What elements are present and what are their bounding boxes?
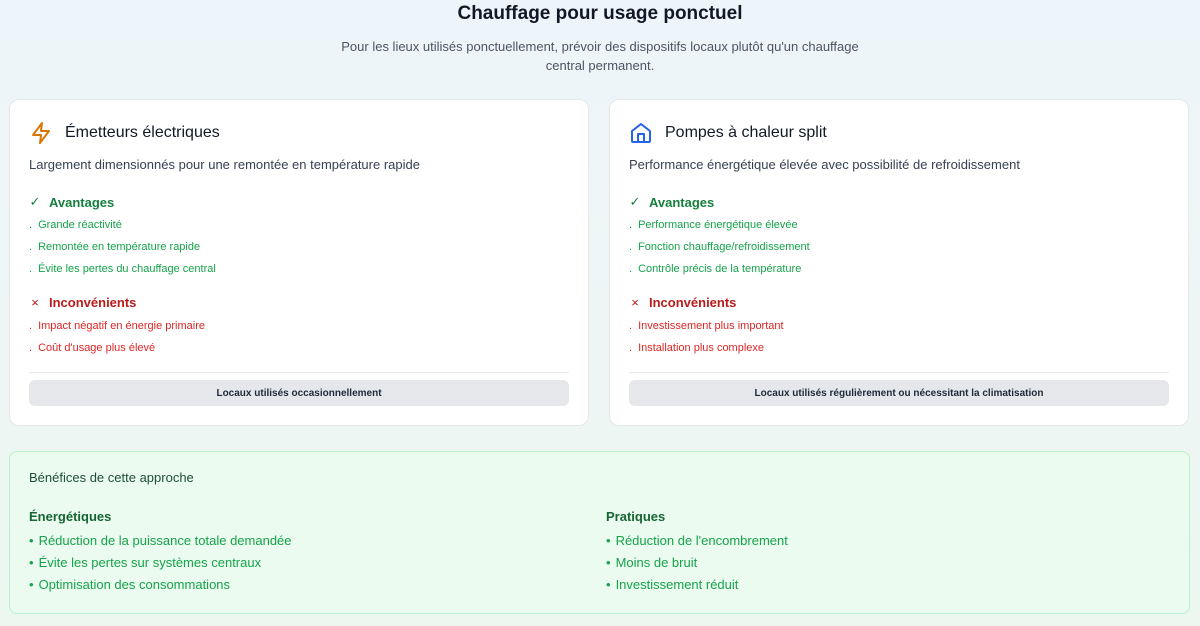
bullet-icon: . [629,219,633,231]
list-item: . Fonction chauffage/refroidissement [629,239,810,261]
bullet-icon: . [629,342,633,354]
list-item: . Remontée en température rapide [29,239,216,261]
check-icon: ✓ [29,194,41,209]
bullet-icon: . [29,263,33,275]
card-header [629,119,827,147]
list-item: • Réduction de l'encombrement [606,533,788,548]
page-title: Chauffage pour usage ponctuel [457,3,743,24]
list-item: • Réduction de la puissance totale demandée [29,533,292,548]
pros-heading [29,194,114,210]
card-description: Largement dimensionnés pour une remontée en température rapide [29,157,420,172]
pros-list [629,217,810,283]
cons-heading [629,295,736,310]
cons-list [29,318,205,362]
list-item: . Coût d'usage plus élevé [29,340,205,362]
card-title: Émetteurs électriques [65,124,220,141]
bullet-icon: • [29,533,34,548]
card-title: Pompes à chaleur split [665,124,827,141]
bullet-icon: • [29,555,34,570]
list-item: • Évite les pertes sur systèmes centraux [29,555,262,570]
house-icon [629,121,653,145]
list-item: • Optimisation des consommations [29,577,231,592]
list-item: . Performance énergétique élevée [629,217,810,239]
list-item: . Grande réactivité [29,217,216,239]
list-item: . Investissement plus important [629,318,784,340]
usage-button[interactable]: Locaux utilisés occasionnellement [29,380,569,406]
bullet-icon: . [629,241,633,253]
list-item: . Impact négatif en énergie primaire [29,318,205,340]
card-electric-emitters [9,99,589,426]
bullet-icon: • [29,577,34,592]
cross-icon: × [631,295,639,310]
pros-label: Avantages [649,194,715,210]
bullet-icon: • [606,555,611,570]
list-item: . Installation plus complexe [629,340,784,362]
card-split-heat-pumps [609,99,1189,426]
card-header [29,119,220,147]
benefits-energy [29,509,292,598]
benefits-panel [9,451,1190,614]
divider [29,372,569,373]
divider [629,372,1169,373]
benefits-title: Bénéfices de cette approche [29,470,194,485]
cons-list [629,318,784,362]
bullet-icon: • [606,577,611,592]
list-item: . Contrôle précis de la température [629,261,810,283]
list-item: • Investissement réduit [606,577,739,592]
page-subtitle: Pour les lieux utilisés ponctuellement, prévoir des dispositifs locaux plutôt qu'un chauffage central permanent. [341,39,859,73]
bullet-icon: • [606,533,611,548]
benefits-practical [606,509,788,598]
pros-heading [629,194,714,210]
pros-label: Avantages [49,194,115,210]
bullet-icon: . [29,241,33,253]
check-icon: ✓ [629,194,641,209]
benefits-practical-heading: Pratiques [606,509,666,524]
benefits-practical-list [606,532,788,598]
lightning-bolt-icon [29,121,53,145]
benefits-energy-list [29,532,292,598]
list-item: . Évite les pertes du chauffage central [29,261,216,283]
list-item: • Moins de bruit [606,555,698,570]
bullet-icon: . [629,320,633,332]
pros-list [29,217,216,283]
bullet-icon: . [29,342,33,354]
usage-button[interactable]: Locaux utilisés régulièrement ou nécessitant la climatisation [629,380,1169,406]
cross-icon: × [31,295,39,310]
cons-heading [29,295,136,310]
card-description: Performance énergétique élevée avec possibilité de refroidissement [629,157,1020,172]
bullet-icon: . [29,219,33,231]
benefits-energy-heading: Énergétiques [29,509,112,524]
cons-label: Inconvénients [649,295,737,310]
cons-label: Inconvénients [49,295,137,310]
bullet-icon: . [29,320,33,332]
bullet-icon: . [629,263,633,275]
